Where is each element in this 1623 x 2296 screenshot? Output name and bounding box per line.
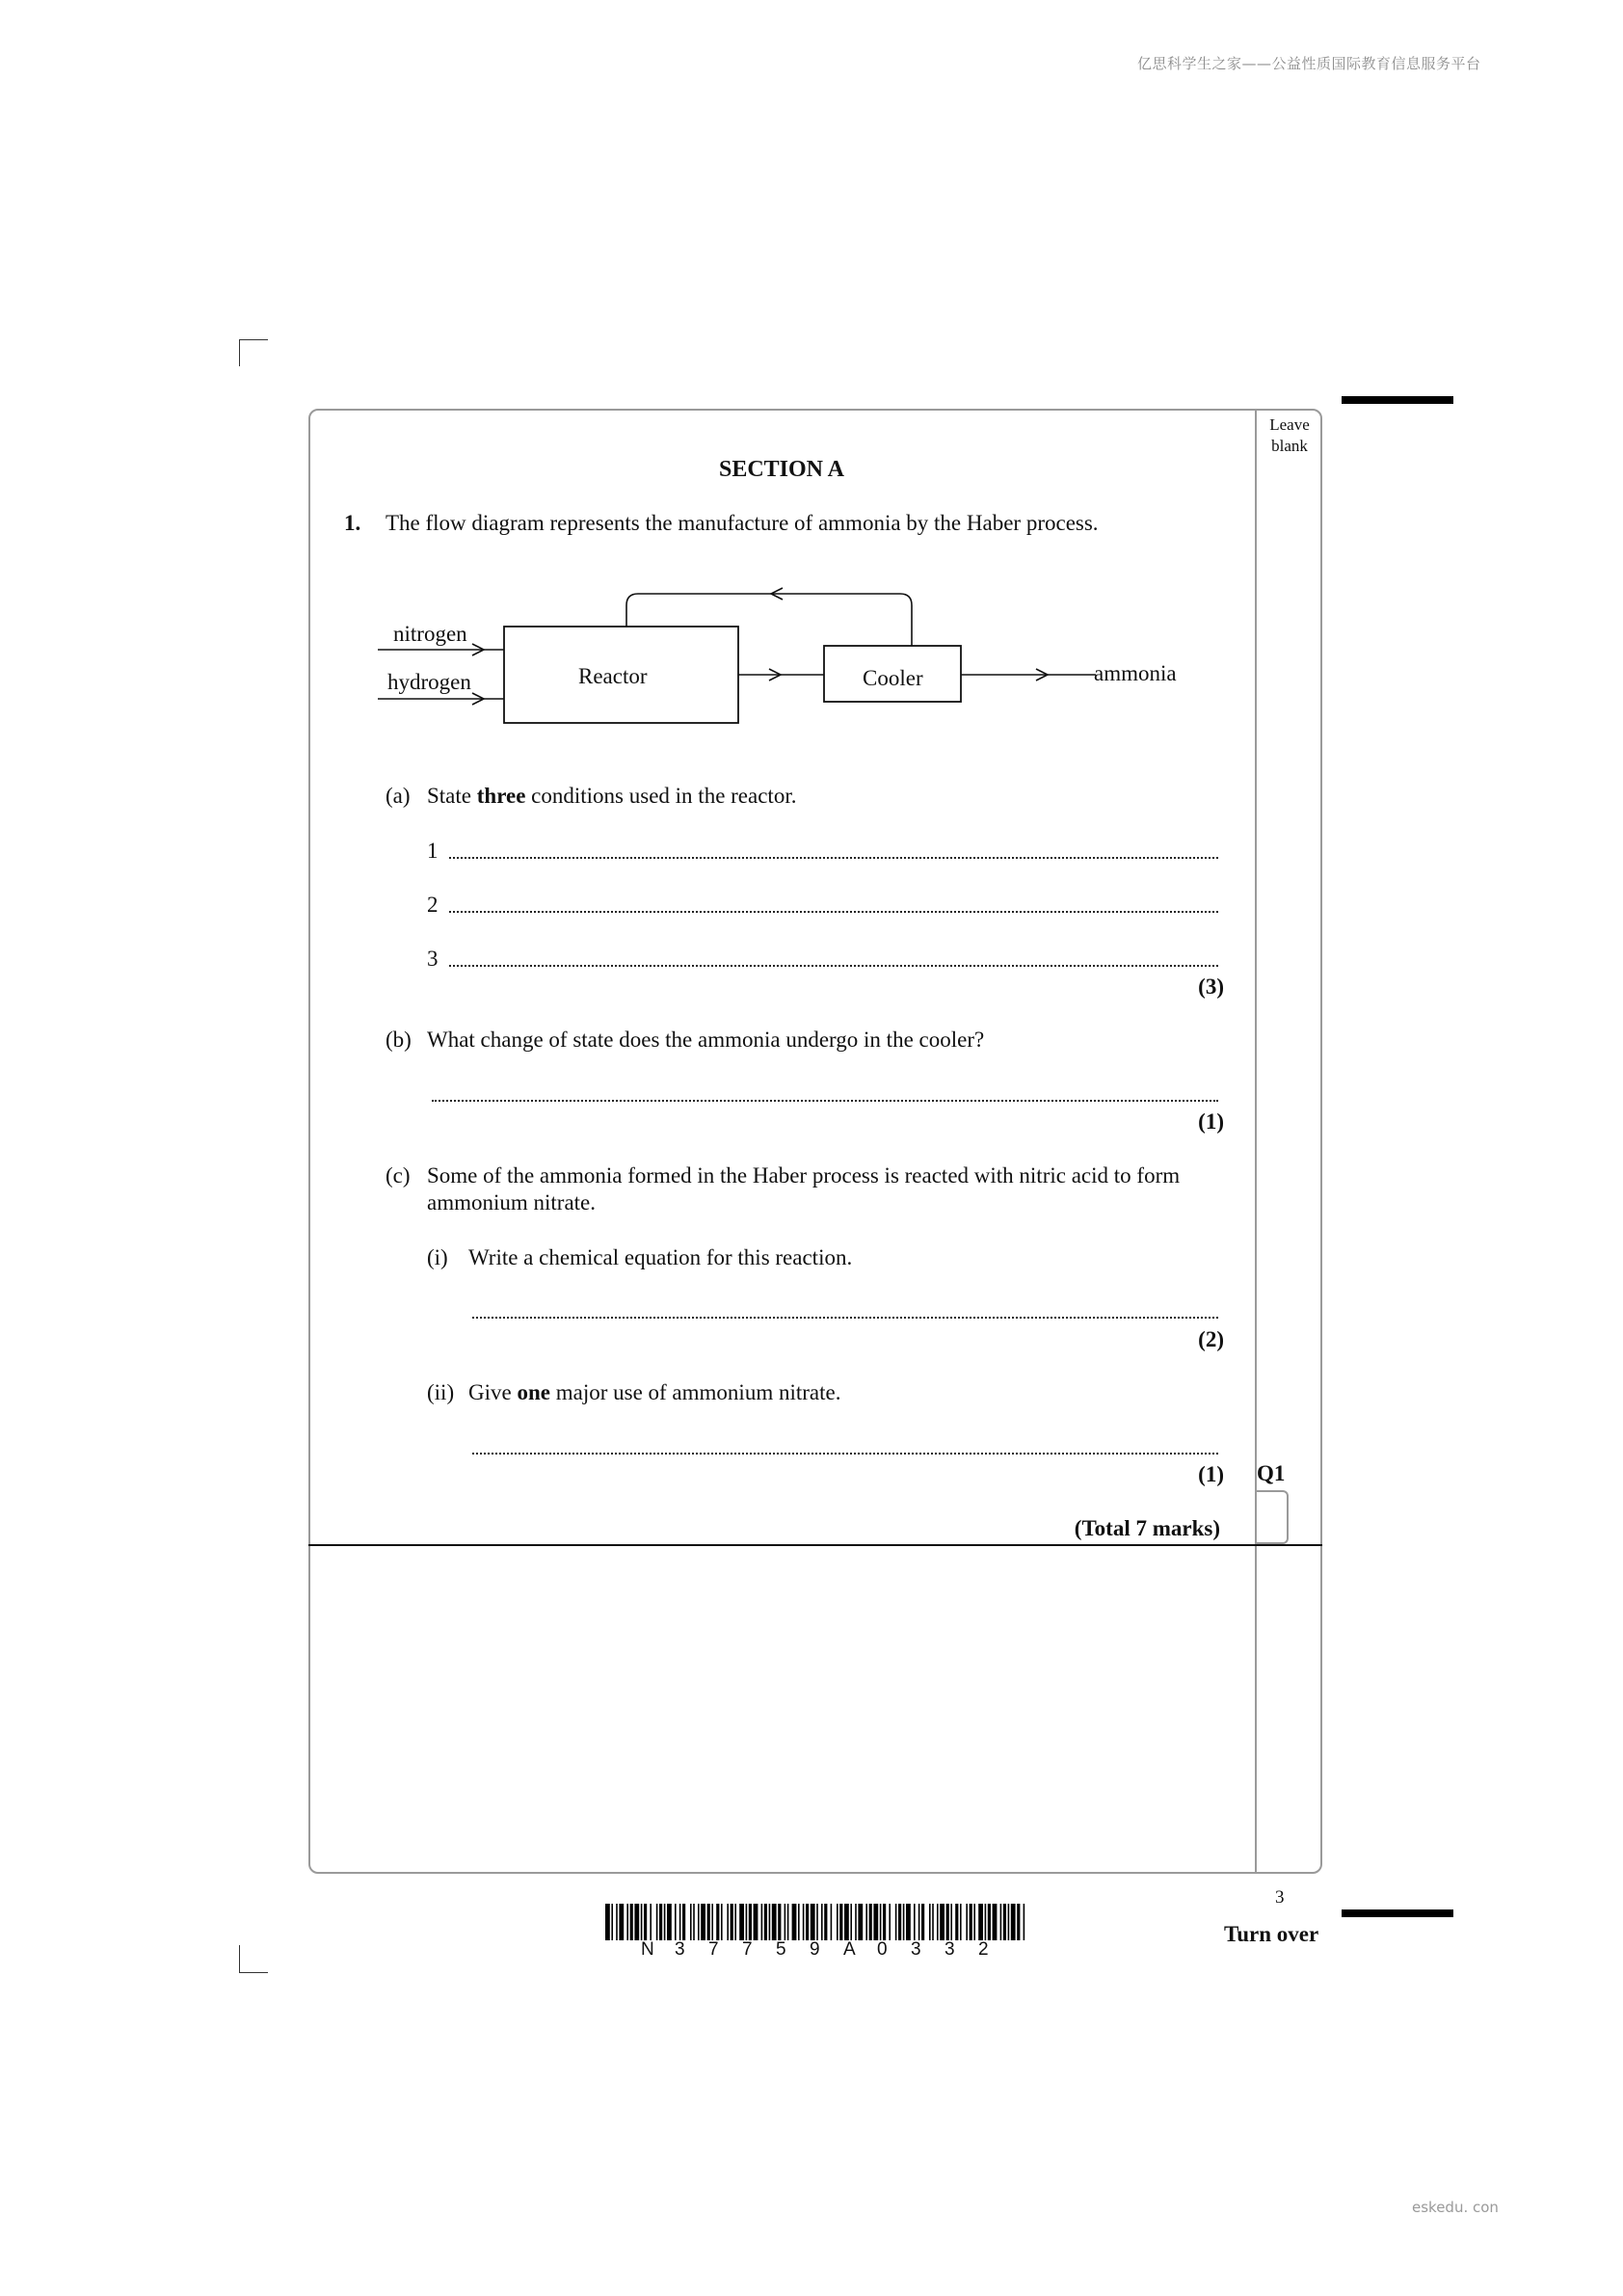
barcode-bar [754, 1904, 758, 1940]
part-c-i-text: Write a chemical equation for this reaction. [468, 1245, 853, 1269]
barcode-bar [811, 1904, 815, 1940]
barcode-bar [837, 1904, 838, 1940]
barcode-character: 9 [810, 1939, 820, 1960]
barcode-bar [993, 1904, 998, 1940]
part-a-text-bold: three [476, 784, 526, 808]
part-c-text-line2: ammonium nitrate. [427, 1190, 597, 1215]
barcode-bar [831, 1904, 833, 1940]
barcode-bar [985, 1904, 987, 1940]
barcode-bar [929, 1904, 931, 1940]
registration-bar-bottom [1342, 1909, 1453, 1917]
barcode-bar [682, 1904, 685, 1940]
part-c-i-marks: (2) [1198, 1327, 1224, 1351]
barcode-bar [816, 1904, 818, 1940]
barcode-bar [679, 1904, 681, 1940]
barcode-text [641, 1939, 998, 1962]
barcode-bar [785, 1904, 786, 1940]
barcode-bar [769, 1904, 771, 1940]
diagram-label-nitrogen: nitrogen [393, 622, 467, 646]
barcode-character: 3 [675, 1939, 685, 1960]
answer-line-a3[interactable] [449, 965, 1218, 967]
barcode-bar [787, 1904, 789, 1940]
answer-line-b[interactable] [432, 1100, 1218, 1102]
watermark-top: 亿思科学生之家——公益性质国际教育信息服务平台 [1137, 55, 1481, 72]
barcode-bar [739, 1904, 744, 1940]
barcode-bar [792, 1904, 797, 1940]
barcode-bar [659, 1904, 662, 1940]
barcode-bar [693, 1904, 695, 1940]
barcode-bar [869, 1904, 872, 1940]
question-score-box[interactable] [1256, 1490, 1289, 1544]
barcode-bar [966, 1904, 968, 1940]
barcode-bar [664, 1904, 666, 1940]
barcode-bar [895, 1904, 897, 1940]
page-number: 3 [1275, 1887, 1285, 1908]
leave-blank-label [1258, 414, 1321, 457]
barcode-bar [1003, 1904, 1006, 1940]
barcode-bar [619, 1904, 624, 1940]
barcode-bar [803, 1904, 805, 1940]
barcode-bar [641, 1904, 643, 1940]
turn-over-label: Turn over [1224, 1922, 1319, 1946]
part-b-text: What change of state does the ammonia undergo in the cooler? [427, 1028, 985, 1052]
barcode-bar [690, 1904, 692, 1940]
crop-mark-top-left-horizontal [239, 339, 268, 340]
barcode-bar [865, 1904, 867, 1940]
barcode-bar [898, 1904, 901, 1940]
part-c-text-line1: Some of the ammonia formed in the Haber process is reacted with nitric acid to form [427, 1163, 1181, 1188]
question-intro: The flow diagram represents the manufacture of ammonia by the Haber process. [386, 511, 1099, 535]
part-c-ii-label: (ii) [427, 1380, 455, 1404]
barcode-bar [973, 1904, 975, 1940]
barcode-bar [716, 1904, 719, 1940]
barcode-character: 7 [708, 1939, 719, 1960]
question-end-divider [308, 1544, 1322, 1546]
barcode-bar [626, 1904, 628, 1940]
barcode-bar [883, 1904, 886, 1940]
barcode-bar [950, 1904, 952, 1940]
crop-mark-bottom-left-vertical [239, 1945, 240, 1972]
barcode-bar [940, 1904, 945, 1940]
barcode-bar [707, 1904, 710, 1940]
recycle-loop-line [626, 594, 912, 646]
barcode-bar [667, 1904, 672, 1940]
part-c-ii-text-post: major use of ammonium nitrate. [549, 1380, 841, 1404]
barcode-character: 0 [877, 1939, 888, 1960]
barcode-bar [880, 1904, 882, 1940]
barcode-character: 3 [911, 1939, 921, 1960]
crop-mark-top-left-vertical [239, 339, 240, 366]
part-a-label: (a) [386, 784, 411, 808]
barcode-bar [855, 1904, 857, 1940]
barcode-character: A [843, 1939, 856, 1960]
barcode-bar [1017, 1904, 1020, 1940]
barcode-bar [970, 1904, 972, 1940]
barcode-bar [611, 1904, 613, 1940]
barcode-bar [701, 1904, 705, 1940]
barcode-bar [630, 1904, 633, 1940]
barcode-bar [918, 1904, 920, 1940]
answer-line-number-2: 2 [427, 893, 439, 917]
barcode-bar [727, 1904, 729, 1940]
barcode-bar [903, 1904, 905, 1940]
question-number: 1. [344, 511, 361, 535]
barcode-bar [839, 1904, 842, 1940]
barcode-bar [675, 1904, 677, 1940]
barcode-character: 7 [742, 1939, 753, 1960]
diagram-label-hydrogen: hydrogen [387, 670, 471, 694]
barcode-character: 3 [945, 1939, 955, 1960]
barcode-bar [616, 1904, 618, 1940]
barcode-character: 2 [978, 1939, 989, 1960]
barcode-bar [988, 1904, 991, 1940]
barcode-bar [937, 1904, 939, 1940]
part-c-ii-marks: (1) [1198, 1462, 1224, 1486]
part-a-text-post: conditions used in the reactor. [525, 784, 797, 808]
section-title: SECTION A [718, 457, 845, 482]
barcode-bar [1000, 1904, 1002, 1940]
barcode-bar [798, 1904, 800, 1940]
answer-line-c-ii[interactable] [472, 1453, 1218, 1455]
barcode-bar [932, 1904, 934, 1940]
barcode-bar [1024, 1904, 1025, 1940]
answer-line-number-3: 3 [427, 947, 439, 971]
barcode-bar [914, 1904, 916, 1940]
barcode-bar [873, 1904, 878, 1940]
barcode-bar [605, 1904, 610, 1940]
barcode-bar [1011, 1904, 1016, 1940]
barcode-bar [850, 1904, 852, 1940]
barcode-bar [844, 1904, 849, 1940]
part-a-text-pre: State [427, 784, 477, 808]
barcode-bar [634, 1904, 639, 1940]
barcode-bar [772, 1904, 777, 1940]
diagram-label-cooler: Cooler [863, 666, 923, 690]
diagram-label-reactor: Reactor [578, 664, 648, 688]
question-margin-label: Q1 [1257, 1461, 1286, 1485]
part-c-ii-text-bold: one [517, 1380, 550, 1404]
barcode-bar [746, 1904, 748, 1940]
answer-line-c-i[interactable] [472, 1317, 1218, 1319]
answer-line-a1[interactable] [449, 857, 1218, 859]
barcode-bar [778, 1904, 781, 1940]
total-marks: (Total 7 marks) [1074, 1516, 1220, 1540]
barcode-bar [734, 1904, 736, 1940]
barcode-bar [806, 1904, 809, 1940]
barcode-bar [858, 1904, 863, 1940]
barcode-bar [978, 1904, 983, 1940]
part-b-marks: (1) [1198, 1109, 1224, 1134]
part-a-marks: (3) [1198, 974, 1224, 999]
barcode-bar [644, 1904, 647, 1940]
part-c-i-label: (i) [427, 1245, 448, 1269]
part-c-ii-text [468, 1380, 840, 1405]
barcode-bar [821, 1904, 823, 1940]
barcode-bar [1008, 1904, 1010, 1940]
barcode-bar [650, 1904, 652, 1940]
barcode-bar [721, 1904, 723, 1940]
barcode-bar [960, 1904, 962, 1940]
part-a-text [427, 784, 796, 809]
barcode-bar [731, 1904, 733, 1940]
part-b-label: (b) [386, 1028, 412, 1052]
registration-bar-top [1342, 396, 1453, 404]
barcode-bar [906, 1904, 911, 1940]
watermark-bottom: eskedu. con [1412, 2199, 1499, 2216]
barcode-bar [764, 1904, 767, 1940]
diagram-label-ammonia: ammonia [1094, 661, 1177, 685]
barcode [605, 1904, 1027, 1940]
part-c-label: (c) [386, 1163, 411, 1188]
barcode-bar [921, 1904, 924, 1940]
answer-line-a2[interactable] [449, 911, 1218, 913]
answer-line-number-1: 1 [427, 839, 439, 863]
barcode-bar [955, 1904, 958, 1940]
barcode-bar [889, 1904, 891, 1940]
haber-flow-diagram [366, 578, 1214, 733]
barcode-character: N [641, 1939, 654, 1960]
barcode-bar [946, 1904, 949, 1940]
part-c-ii-text-pre: Give [468, 1380, 518, 1404]
barcode-bar [656, 1904, 658, 1940]
barcode-character: 5 [776, 1939, 786, 1960]
crop-mark-bottom-left-horizontal [239, 1972, 268, 1973]
barcode-bar [761, 1904, 763, 1940]
barcode-bar [711, 1904, 713, 1940]
margin-column-line [1255, 410, 1257, 1873]
barcode-bar [698, 1904, 700, 1940]
leave-blank-text: Leave blank [1269, 415, 1310, 455]
barcode-bar [749, 1904, 752, 1940]
barcode-bar [824, 1904, 827, 1940]
